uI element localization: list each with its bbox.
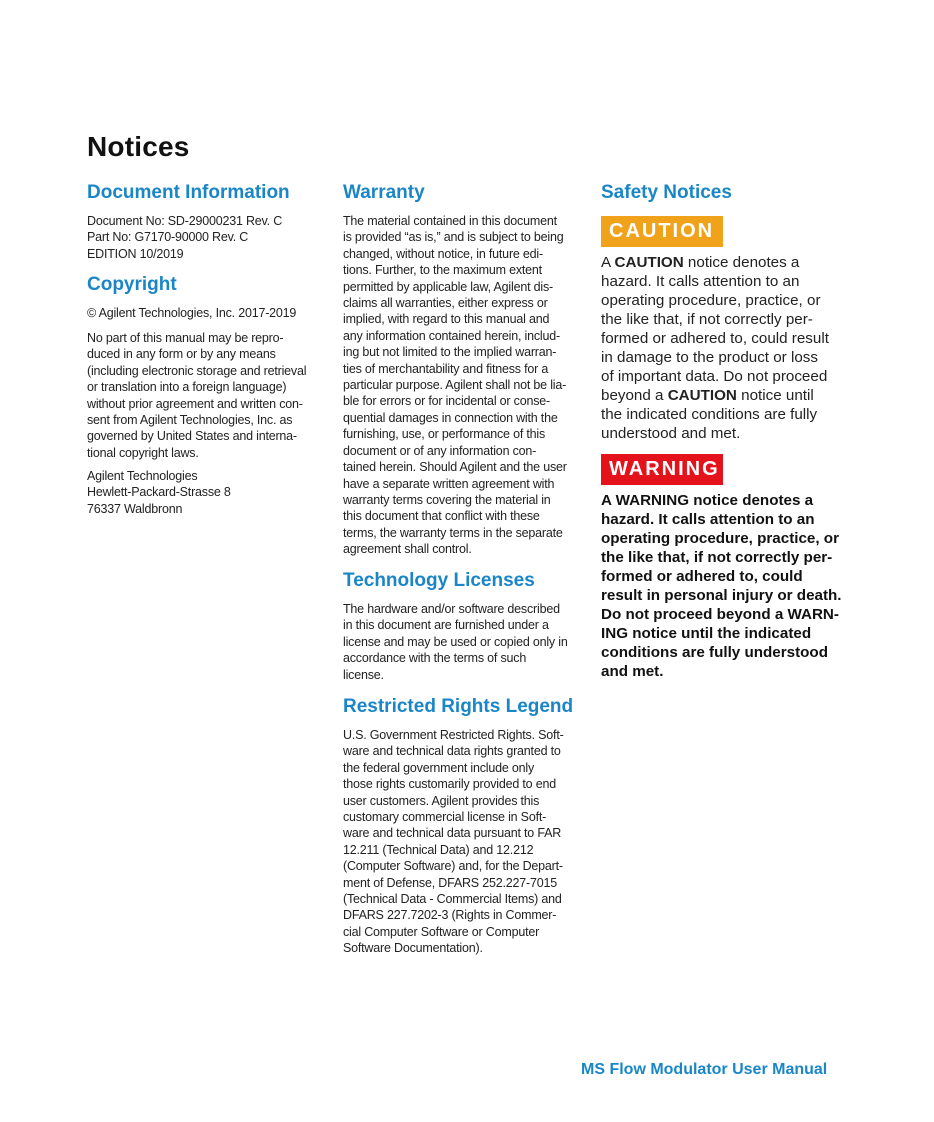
restricted-rights-heading: Restricted Rights Legend xyxy=(343,696,574,717)
caution-keyword: CAUTION xyxy=(667,387,737,405)
caution-badge: CAUTION xyxy=(601,216,723,247)
text-line: result in personal injury or death. xyxy=(601,587,842,605)
copyright-heading: Copyright xyxy=(87,274,177,295)
text-line: in this document are furnished under a xyxy=(343,618,549,633)
text-line: A WARNING notice denotes a xyxy=(601,492,814,509)
text-line: (Technical Data - Commercial Items) and xyxy=(343,892,562,907)
text-line: changed, without notice, in future edi- xyxy=(343,246,543,261)
text-line: furnishing, use, or performance of this xyxy=(343,427,546,442)
text-line: the federal government include only xyxy=(343,760,535,775)
address xyxy=(87,468,327,517)
text-fragment: beyond a xyxy=(601,387,668,405)
technology-licenses-heading: Technology Licenses xyxy=(343,570,535,591)
text-line: the indicated conditions are fully xyxy=(601,406,818,424)
text-line: sent from Agilent Technologies, Inc. as xyxy=(87,413,293,428)
text-line: ble for errors or for incidental or conse- xyxy=(343,394,550,409)
text-line: operating procedure, practice, or xyxy=(601,292,821,310)
caution-beyond-line xyxy=(601,386,846,405)
caution-keyword: CAUTION xyxy=(614,254,684,271)
address-line: Hewlett-Packard-Strasse 8 xyxy=(87,485,231,500)
text-line: the like that, if not correctly per- xyxy=(601,311,813,329)
warranty-heading: Warranty xyxy=(343,182,425,203)
text-line: claims all warranties, either express or xyxy=(343,296,548,311)
text-line: of important data. Do not proceed xyxy=(601,368,828,386)
copyright-holder xyxy=(87,305,327,321)
text-line: formed or adhered to, could result xyxy=(601,330,829,348)
text-line: ment of Defense, DFARS 252.227-7015 xyxy=(343,875,557,890)
text-line: operating procedure, practice, or xyxy=(601,530,839,548)
text-line: conditions are fully understood xyxy=(601,644,828,662)
text-line: The hardware and/or software described xyxy=(343,602,560,616)
caution-first-line xyxy=(601,253,846,272)
text-line: customary commercial license in Soft- xyxy=(343,810,547,825)
text-fragment: A xyxy=(601,254,615,271)
doc-number: Document No: SD-29000231 Rev. C xyxy=(87,214,283,228)
text-line: ware and technical data pursuant to FAR xyxy=(343,826,562,841)
text-line: U.S. Government Restricted Rights. Soft- xyxy=(343,728,564,742)
text-line: the like that, if not correctly per- xyxy=(601,549,833,567)
text-line: ties of merchantability and fitness for a xyxy=(343,361,549,376)
text-line: Do not proceed beyond a WARN- xyxy=(601,606,839,624)
text-line: agreement shall control. xyxy=(343,542,472,557)
text-line: have a separate written agreement with xyxy=(343,476,555,491)
text-line: in damage to the product or loss xyxy=(601,349,818,367)
text-line: accordance with the terms of such xyxy=(343,651,527,666)
text-line: hazard. It calls attention to an xyxy=(601,273,800,291)
text-line: or translation into a foreign language) xyxy=(87,380,287,395)
edition: EDITION 10/2019 xyxy=(87,246,184,261)
text-line: governed by United States and interna- xyxy=(87,429,297,444)
page-title: Notices xyxy=(87,131,190,162)
text-line: this document that conflict with these xyxy=(343,509,540,524)
text-fragment: notice denotes a xyxy=(683,254,800,271)
text-line: implied, with regard to this manual and xyxy=(343,312,550,327)
text-line: license. xyxy=(343,667,384,682)
technology-licenses-body xyxy=(343,601,588,683)
text-line: terms, the warranty terms in the separate xyxy=(343,525,563,540)
text-line: ING notice until the indicated xyxy=(601,625,812,643)
text-line: hazard. It calls attention to an xyxy=(601,511,815,529)
text-line: any information contained herein, includ- xyxy=(343,328,560,343)
warning-badge: WARNING xyxy=(601,454,723,485)
text-line: warranty terms covering the material in xyxy=(343,492,551,507)
text-line: duced in any form or by any means xyxy=(87,347,276,362)
text-line: is provided “as is,” and is subject to being xyxy=(343,230,564,245)
text-line: permitted by applicable law, Agilent dis- xyxy=(343,279,553,294)
part-number: Part No: G7170-90000 Rev. C xyxy=(87,230,249,245)
text-line: ing but not limited to the implied warran- xyxy=(343,345,557,360)
text-line: understood and met. xyxy=(601,425,741,443)
text-line: and met. xyxy=(601,663,664,681)
document-information-body xyxy=(87,213,327,262)
restricted-rights-body xyxy=(343,727,588,957)
document-information-heading: Document Information xyxy=(87,182,290,203)
text-line: Software Documentation). xyxy=(343,941,483,956)
safety-notices-heading: Safety Notices xyxy=(601,182,732,203)
address-line: Agilent Technologies xyxy=(87,469,198,483)
text-line: license and may be used or copied only in xyxy=(343,634,568,649)
copyright-body xyxy=(87,330,327,461)
text-fragment: notice until xyxy=(736,387,814,405)
text-line: DFARS 227.7202-3 (Rights in Commer- xyxy=(343,908,557,923)
caution-body xyxy=(601,253,846,443)
text-line: The material contained in this document xyxy=(343,214,557,228)
text-line: (including electronic storage and retrieval xyxy=(87,363,307,378)
warranty-body xyxy=(343,213,588,558)
text-line: document or of any information con- xyxy=(343,443,537,458)
text-line: No part of this manual may be repro- xyxy=(87,331,284,345)
text-line: tained herein. Should Agilent and the user xyxy=(343,460,567,475)
text-line: those rights customarily provided to end xyxy=(343,777,556,792)
text-line: without prior agreement and written con- xyxy=(87,396,303,411)
text-line: ware and technical data rights granted to xyxy=(343,744,561,759)
text-line: cial Computer Software or Computer xyxy=(343,924,540,939)
text-line: formed or adhered to, could xyxy=(601,568,803,586)
text-line: quential damages in connection with the xyxy=(343,410,558,425)
copyright-holder-line: © Agilent Technologies, Inc. 2017-2019 xyxy=(87,306,297,320)
text-line: user customers. Agilent provides this xyxy=(343,793,540,808)
text-line: tions. Further, to the maximum extent xyxy=(343,263,542,278)
text-line: particular purpose. Agilent shall not be lia- xyxy=(343,378,567,393)
text-line: 12.211 (Technical Data) and 12.212 xyxy=(343,842,534,857)
text-line: (Computer Software) and, for the Depart- xyxy=(343,859,563,874)
footer-manual-title: MS Flow Modulator User Manual xyxy=(581,1061,828,1078)
text-line: tional copyright laws. xyxy=(87,445,199,460)
warning-body xyxy=(601,491,846,681)
address-line: 76337 Waldbronn xyxy=(87,501,183,516)
